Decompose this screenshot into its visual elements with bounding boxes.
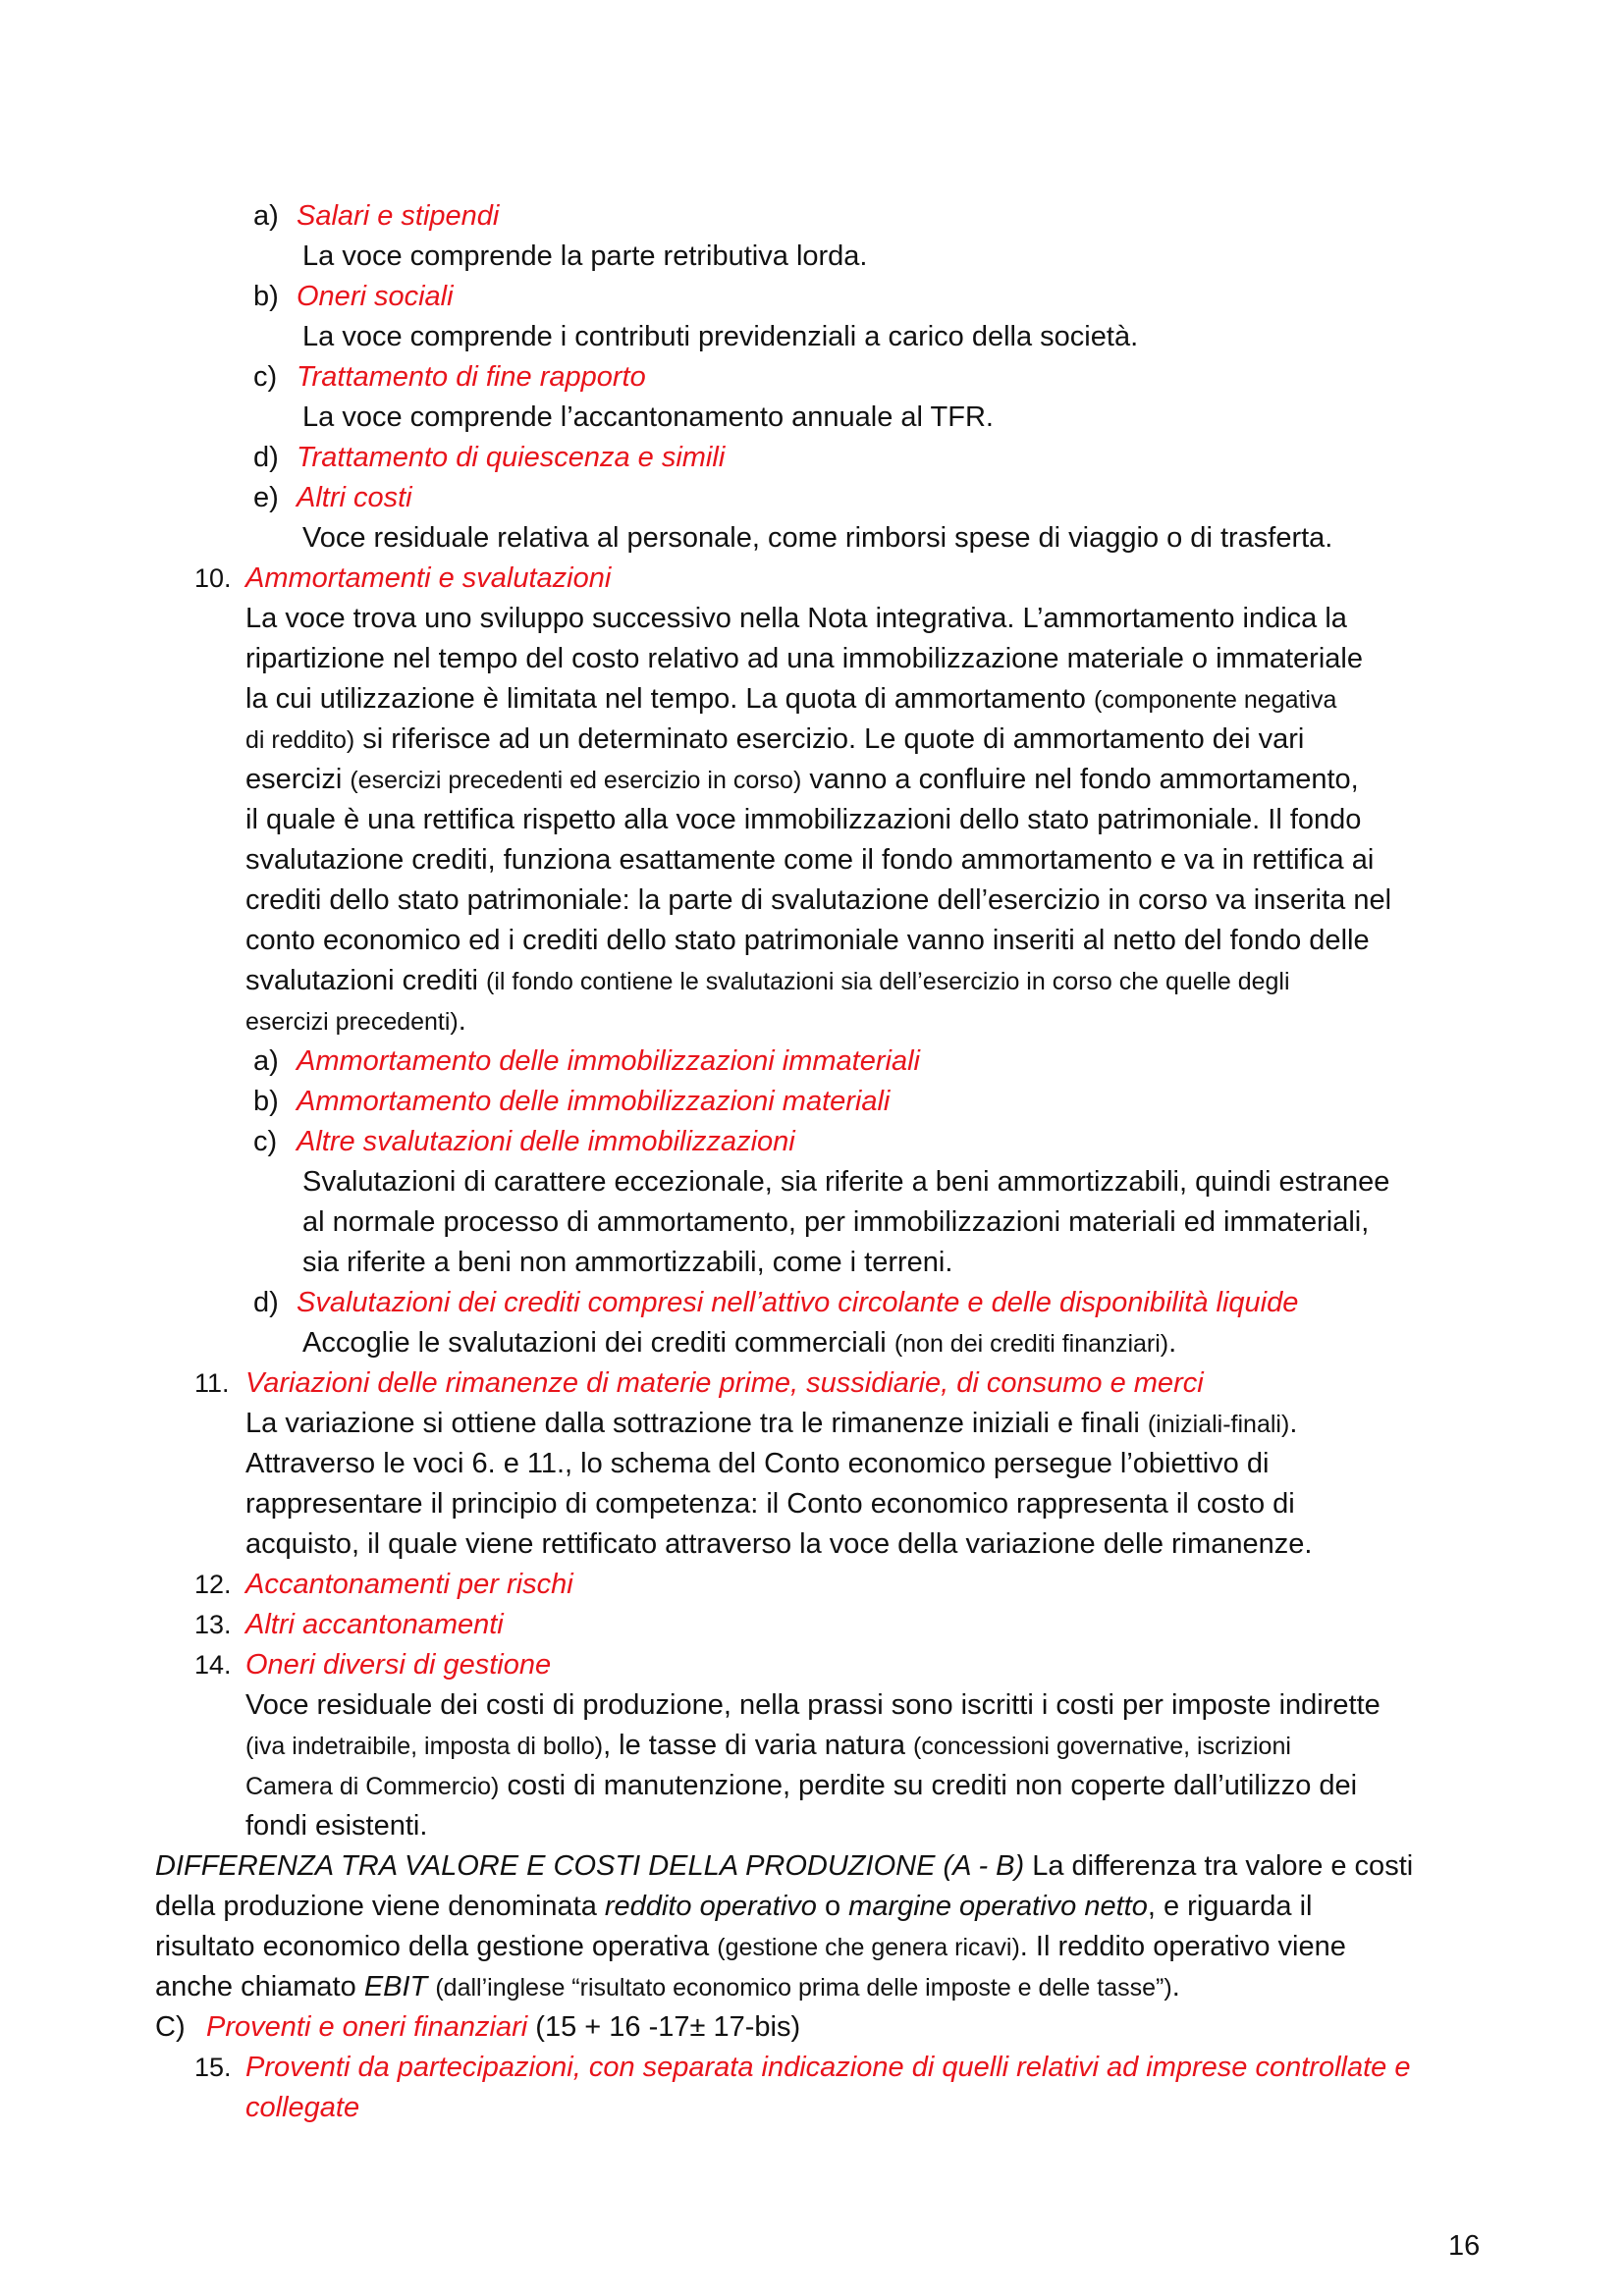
item-title: Proventi da partecipazioni, con separata indicazione di quelli relativi ad imprese controllate e [245,2052,1411,2083]
item-marker: a) [253,200,279,232]
item-title: Altri costi [297,482,412,513]
paragraph-line: Attraverso le voci 6. e 11., lo schema del Conto economico persegue l’obiettivo di [245,1448,1270,1479]
section-c [155,2007,800,2047]
section-heading: DIFFERENZA TRA VALORE E COSTI DELLA PRODUZIONE (A - B) [155,1850,1025,1882]
section-formula: (15 + 16 -17± 17-bis) [527,2011,801,2043]
paragraph-line: La variazione si ottiene dalla sottrazione tra le rimanenze iniziali e finali (iniziali-finali). [245,1408,1298,1439]
paragraph-line: al normale processo di ammortamento, per immobilizzazioni materiali ed immateriali, [302,1206,1370,1238]
paragraph-line: acquisto, il quale viene rettificato attraverso la voce della variazione delle rimanenze. [245,1528,1313,1560]
section-marker: C) [155,2011,186,2043]
item-number: 11. [194,1368,230,1398]
paragraph-line: la cui utilizzazione è limitata nel tempo. La quota di ammortamento (componente negativa [245,683,1337,715]
item-title: Trattamento di fine rapporto [297,361,646,393]
item-title: Salari e stipendi [297,200,500,232]
paragraph-line: conto economico ed i crediti dello stato patrimoniale vanno inseriti al netto del fondo delle [245,925,1370,956]
item-description: Accoglie le svalutazioni dei crediti commerciali (non dei crediti finanziari). [302,1327,1177,1359]
item-title: Variazioni delle rimanenze di materie prime, sussidiarie, di consumo e merci [245,1367,1204,1399]
item-number: 10. [194,563,232,593]
item-marker: b) [253,281,279,312]
paragraph-line: svalutazioni crediti (il fondo contiene le svalutazioni sia dell’esercizio in corso che quelle degli [245,965,1290,996]
item-title: Altre svalutazioni delle immobilizzazioni [297,1126,795,1157]
list-item-15 [194,2048,1410,2087]
paragraph-line: esercizi (esercizi precedenti ed esercizio in corso) vanno a confluire nel fondo ammortamento, [245,764,1359,795]
item-title: Oneri sociali [297,281,454,312]
list-item-11 [194,1363,1204,1403]
paragraph-line: della produzione viene denominata reddito operativo o margine operativo netto, e riguarda il [155,1891,1313,1922]
list-item-13 [194,1605,504,1644]
item-number: 12. [194,1570,232,1599]
item-marker: a) [253,1045,279,1077]
paragraph-line: ripartizione nel tempo del costo relativo ad una immobilizzazione materiale o immateriale [245,643,1363,674]
paragraph-line: sia riferite a beni non ammortizzabili, come i terreni. [302,1247,953,1278]
paragraph-line: di reddito) si riferisce ad un determinato esercizio. Le quote di ammortamento dei vari [245,723,1305,755]
paragraph-line: Voce residuale dei costi di produzione, nella prassi sono iscritti i costi per imposte indirette [245,1689,1380,1721]
sub-item-d [253,438,725,477]
paragraph-line: La voce trova uno sviluppo successivo nella Nota integrativa. L’ammortamento indica la [245,603,1347,634]
list-item-12 [194,1565,573,1604]
item-description: La voce comprende la parte retributiva lorda. [302,240,868,272]
sub-item-e [253,478,412,517]
list-item-14 [194,1645,551,1684]
paragraph-line: esercizi precedenti). [245,1005,466,1037]
list-item-10 [194,559,611,598]
paragraph-line: anche chiamato EBIT (dall’inglese “risultato economico prima delle imposte e delle tasse”). [155,1971,1180,2002]
item-title: Accantonamenti per rischi [245,1569,573,1600]
sub-item-b [253,277,454,316]
item-description: La voce comprende i contributi previdenziali a carico della società. [302,321,1139,352]
paragraph-line: crediti dello stato patrimoniale: la parte di svalutazione dell’esercizio in corso va inserita nel [245,884,1392,916]
sub-item-c [253,357,646,397]
item-title: Ammortamento delle immobilizzazioni materiali [297,1086,891,1117]
item-title: Ammortamento delle immobilizzazioni immateriali [297,1045,920,1077]
paragraph-line: svalutazione crediti, funziona esattamente come il fondo ammortamento e va in rettifica ai [245,844,1375,876]
paragraph-line: fondi esistenti. [245,1810,428,1842]
item-number: 14. [194,1650,232,1680]
item-marker: c) [253,361,278,393]
paragraph-line: risultato economico della gestione operativa (gestione che genera ricavi). Il reddito operativo viene [155,1931,1346,1962]
paragraph-line: (iva indetraibile, imposta di bollo), le tasse di varia natura (concessioni governative, iscrizioni [245,1730,1291,1761]
item-description: Voce residuale relativa al personale, come rimborsi spese di viaggio o di trasferta. [302,522,1333,554]
sub-item-a [253,196,499,236]
sub-item-a [253,1041,920,1081]
sub-item-c [253,1122,795,1161]
item-number: 15. [194,2053,232,2082]
item-title: Oneri diversi di gestione [245,1649,552,1681]
item-title: Ammortamenti e svalutazioni [245,562,612,594]
sub-item-d [253,1283,1298,1322]
item-title: Svalutazioni dei crediti compresi nell’attivo circolante e delle disponibilità liquide [297,1287,1299,1318]
item-marker: d) [253,442,279,473]
item-marker: e) [253,482,279,513]
paragraph-line: rappresentare il principio di competenza: il Conto economico rappresenta il costo di [245,1488,1295,1520]
sub-item-b [253,1082,890,1121]
paragraph-line: Svalutazioni di carattere eccezionale, sia riferite a beni ammortizzabili, quindi estranee [302,1166,1390,1198]
page-number: 16 [1448,2230,1481,2262]
paragraph-line: il quale è una rettifica rispetto alla voce immobilizzazioni dello stato patrimoniale. Il fondo [245,804,1362,835]
paragraph-line: DIFFERENZA TRA VALORE E COSTI DELLA PRODUZIONE (A - B) La differenza tra valore e costi [155,1850,1414,1882]
item-title-continued: collegate [245,2092,360,2123]
item-marker: c) [253,1126,278,1157]
item-number: 13. [194,1610,232,1639]
paragraph-line: Camera di Commercio) costi di manutenzione, perdite su crediti non coperte dall’utilizzo dei [245,1770,1358,1801]
item-marker: d) [253,1287,279,1318]
section-title: Proventi e oneri finanziari [206,2011,528,2043]
item-title: Altri accantonamenti [245,1609,504,1640]
item-title: Trattamento di quiescenza e simili [297,442,726,473]
item-marker: b) [253,1086,279,1117]
item-description: La voce comprende l’accantonamento annuale al TFR. [302,401,994,433]
